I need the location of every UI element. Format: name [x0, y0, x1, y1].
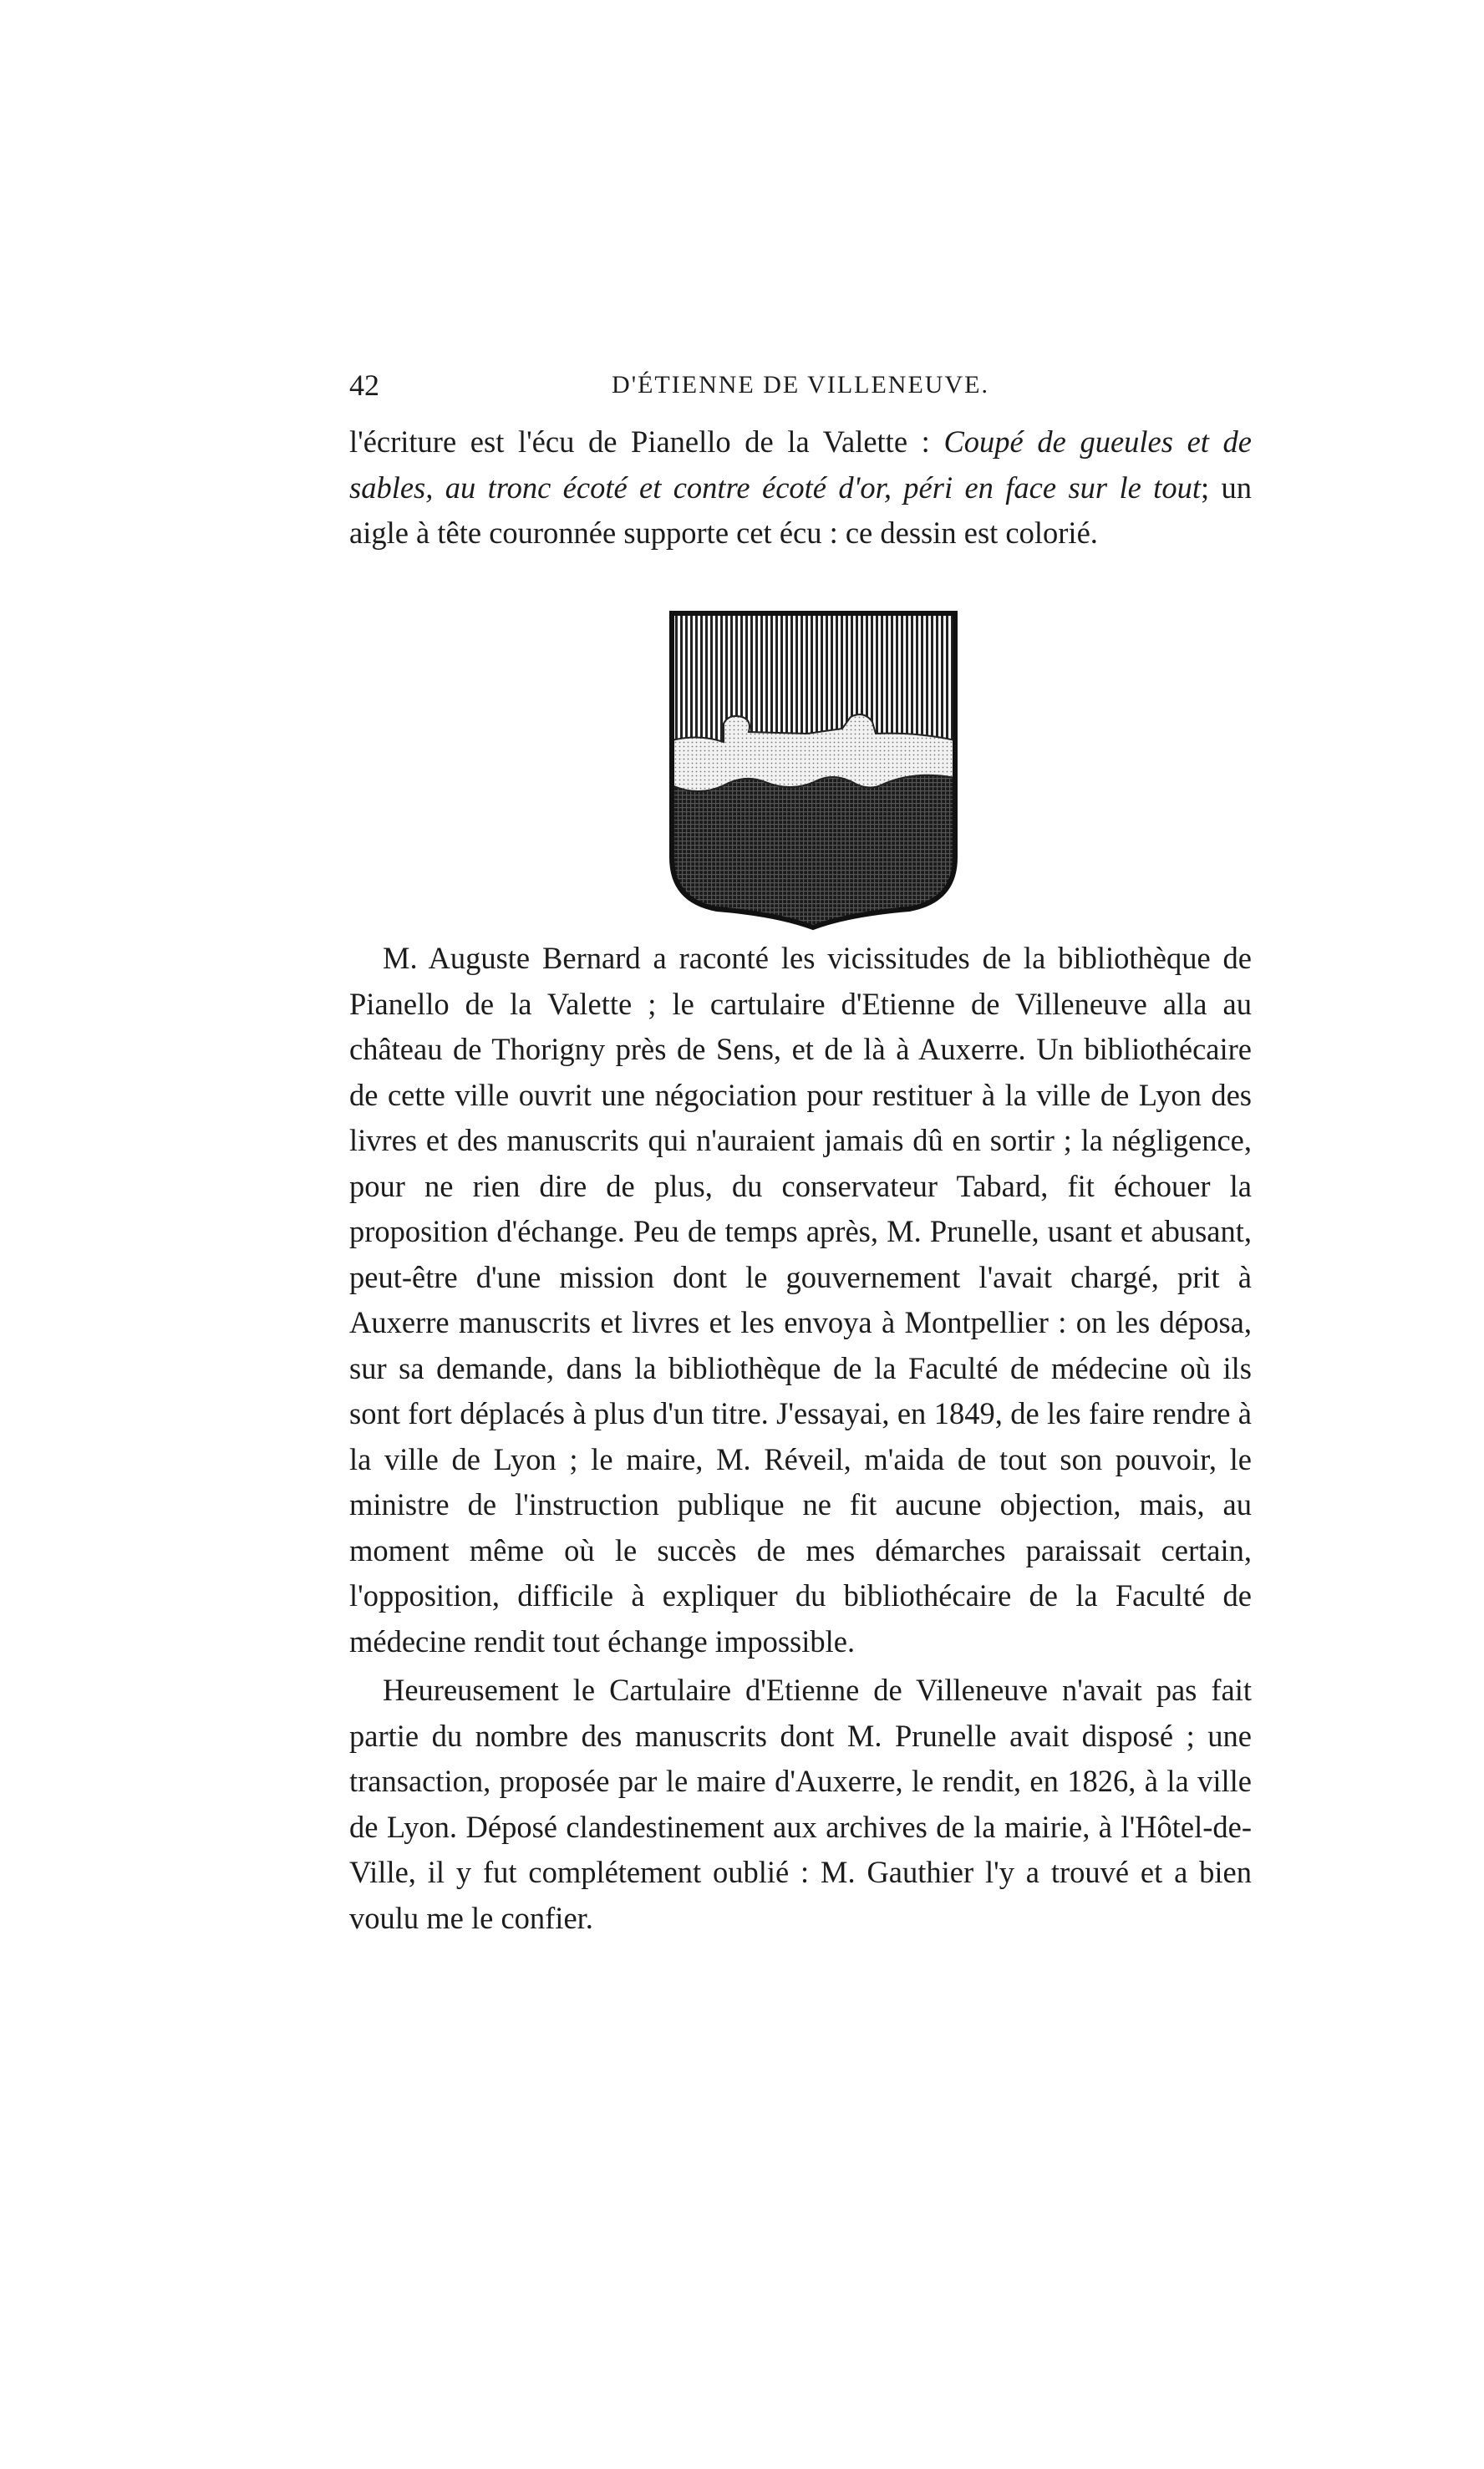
- intro-paragraph: [349, 419, 1252, 556]
- paragraph-bibliotheque: M. Auguste Bernard a raconté les vicissitudes de la bibliothèque de Pianello de la Valette ; le cartulaire d'Etienne de Villeneuve alla au château de Thorigny près de Sens, et de là à Auxerre. Un bibliothécaire de cette ville ouvrit une négociation pour restituer à la ville de Lyon des livres et des manuscrits qui n'auraient jamais dû en sortir ; la négligence, pour ne rien dire de plus, du conservateur Tabard, fit échouer la proposition d'échange. Peu de temps après, M. Prunelle, usant et abusant, peut-être d'une mission dont le gouvernement l'avait chargé, prit à Auxerre manuscrits et livres et les envoya à Montpellier : on les déposa, sur sa demande, dans la bibliothèque de la Faculté de médecine où ils sont fort déplacés à plus d'un titre. J'essayai, en 1849, de les faire rendre à la ville de Lyon ; le maire, M. Réveil, m'aida de tout son pouvoir, le ministre de l'instruction publique ne fit aucune objection, mais, au moment même où le succès de mes démarches paraissait certain, l'opposition, difficile à expliquer du bibliothécaire de la Faculté de médecine rendit tout échange impossible.: [349, 941, 1252, 1659]
- paragraph-cartulaire: Heureusement le Cartulaire d'Etienne de Villeneuve n'avait pas fait partie du nombre des manuscrits dont M. Prunelle avait disposé ; une transaction, proposée par le maire d'Auxerre, le rendit, en 1826, à la ville de Lyon. Déposé clandestinement aux archives de la mairie, à l'Hôtel-de-Ville, il y fut complétement oublié : M. Gauthier l'y a trouvé et a bien voulu me le confier.: [349, 1673, 1252, 1935]
- page-header: [349, 364, 1252, 406]
- blazon-text: Coupé de gueules et de sables, au tronc écoté et contre écoté d'or, péri en face sur le tout: [349, 424, 1252, 505]
- main-text: [349, 936, 1252, 1941]
- intro-text-before: l'écriture est l'écu de Pianello de la Valette :: [349, 424, 944, 459]
- page-number: 42: [349, 368, 379, 402]
- running-head: D'ÉTIENNE DE VILLENEUVE.: [612, 371, 989, 399]
- intro-text-after: ; un aigle à tête couronnée supporte cet écu : ce dessin est colorié.: [349, 470, 1252, 550]
- coat-of-arms-shield-icon: [665, 607, 962, 932]
